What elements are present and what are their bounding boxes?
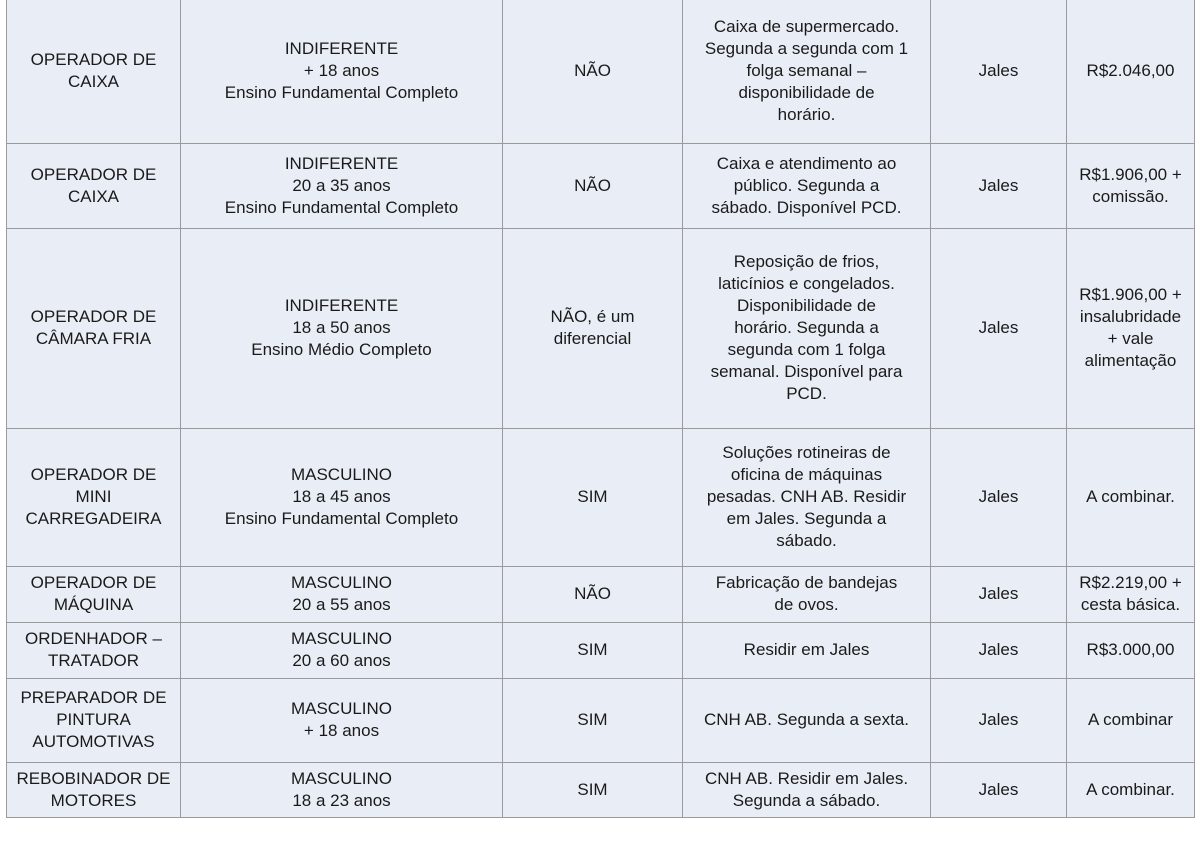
descricao-cell: CNH AB. Segunda a sexta. (683, 678, 931, 762)
cidade-cell: Jales (931, 622, 1067, 678)
salario-cell: R$2.046,00 (1067, 0, 1195, 143)
experiencia-cell: NÃO (503, 143, 683, 228)
cidade-cell: Jales (931, 566, 1067, 622)
cidade-cell: Jales (931, 678, 1067, 762)
cidade-cell: Jales (931, 143, 1067, 228)
cargo-cell: OPERADOR DE MÁQUINA (7, 566, 181, 622)
experiencia-cell: NÃO (503, 566, 683, 622)
table-row (7, 566, 1195, 622)
experiencia-cell: SIM (503, 622, 683, 678)
cargo-cell: OPERADOR DE CÂMARA FRIA (7, 228, 181, 428)
table-row (7, 228, 1195, 428)
cidade-cell: Jales (931, 228, 1067, 428)
perfil-cell: INDIFERENTE 18 a 50 anos Ensino Médio Completo (181, 228, 503, 428)
descricao-cell: Caixa e atendimento ao público. Segunda a sábado. Disponível PCD. (683, 143, 931, 228)
cargo-cell: OPERADOR DE MINI CARREGADEIRA (7, 428, 181, 566)
experiencia-cell: NÃO (503, 0, 683, 143)
salario-cell: R$3.000,00 (1067, 622, 1195, 678)
cidade-cell: Jales (931, 428, 1067, 566)
experiencia-cell: SIM (503, 678, 683, 762)
descricao-cell: Reposição de frios, laticínios e congelados. Disponibilidade de horário. Segunda a segunda com 1 folga semanal. Disponível para PCD. (683, 228, 931, 428)
salario-cell: R$2.219,00 + cesta básica. (1067, 566, 1195, 622)
experiencia-cell: SIM (503, 428, 683, 566)
perfil-cell: MASCULINO 18 a 45 anos Ensino Fundamental Completo (181, 428, 503, 566)
salario-cell: R$1.906,00 + insalubridade + vale alimentação (1067, 228, 1195, 428)
experiencia-cell: NÃO, é um diferencial (503, 228, 683, 428)
table-row (7, 622, 1195, 678)
perfil-cell: INDIFERENTE + 18 anos Ensino Fundamental Completo (181, 0, 503, 143)
job-listings-table (6, 0, 1195, 818)
salario-cell: A combinar. (1067, 428, 1195, 566)
salario-cell: A combinar (1067, 678, 1195, 762)
table-row (7, 762, 1195, 817)
cidade-cell: Jales (931, 0, 1067, 143)
descricao-cell: Fabricação de bandejas de ovos. (683, 566, 931, 622)
perfil-cell: MASCULINO 18 a 23 anos (181, 762, 503, 817)
descricao-cell: Caixa de supermercado. Segunda a segunda com 1 folga semanal – disponibilidade de horário. (683, 0, 931, 143)
descricao-cell: Soluções rotineiras de oficina de máquinas pesadas. CNH AB. Residir em Jales. Segunda a sábado. (683, 428, 931, 566)
cargo-cell: PREPARADOR DE PINTURA AUTOMOTIVAS (7, 678, 181, 762)
perfil-cell: MASCULINO 20 a 55 anos (181, 566, 503, 622)
table-row (7, 143, 1195, 228)
perfil-cell: INDIFERENTE 20 a 35 anos Ensino Fundamental Completo (181, 143, 503, 228)
salario-cell: R$1.906,00 + comissão. (1067, 143, 1195, 228)
experiencia-cell: SIM (503, 762, 683, 817)
cargo-cell: OPERADOR DE CAIXA (7, 143, 181, 228)
descricao-cell: Residir em Jales (683, 622, 931, 678)
perfil-cell: MASCULINO + 18 anos (181, 678, 503, 762)
table-row (7, 0, 1195, 143)
table-row (7, 678, 1195, 762)
cargo-cell: REBOBINADOR DE MOTORES (7, 762, 181, 817)
cidade-cell: Jales (931, 762, 1067, 817)
cargo-cell: ORDENHADOR – TRATADOR (7, 622, 181, 678)
descricao-cell: CNH AB. Residir em Jales. Segunda a sábado. (683, 762, 931, 817)
job-listings-sheet (6, 0, 1194, 818)
table-row (7, 428, 1195, 566)
cargo-cell: OPERADOR DE CAIXA (7, 0, 181, 143)
salario-cell: A combinar. (1067, 762, 1195, 817)
perfil-cell: MASCULINO 20 a 60 anos (181, 622, 503, 678)
